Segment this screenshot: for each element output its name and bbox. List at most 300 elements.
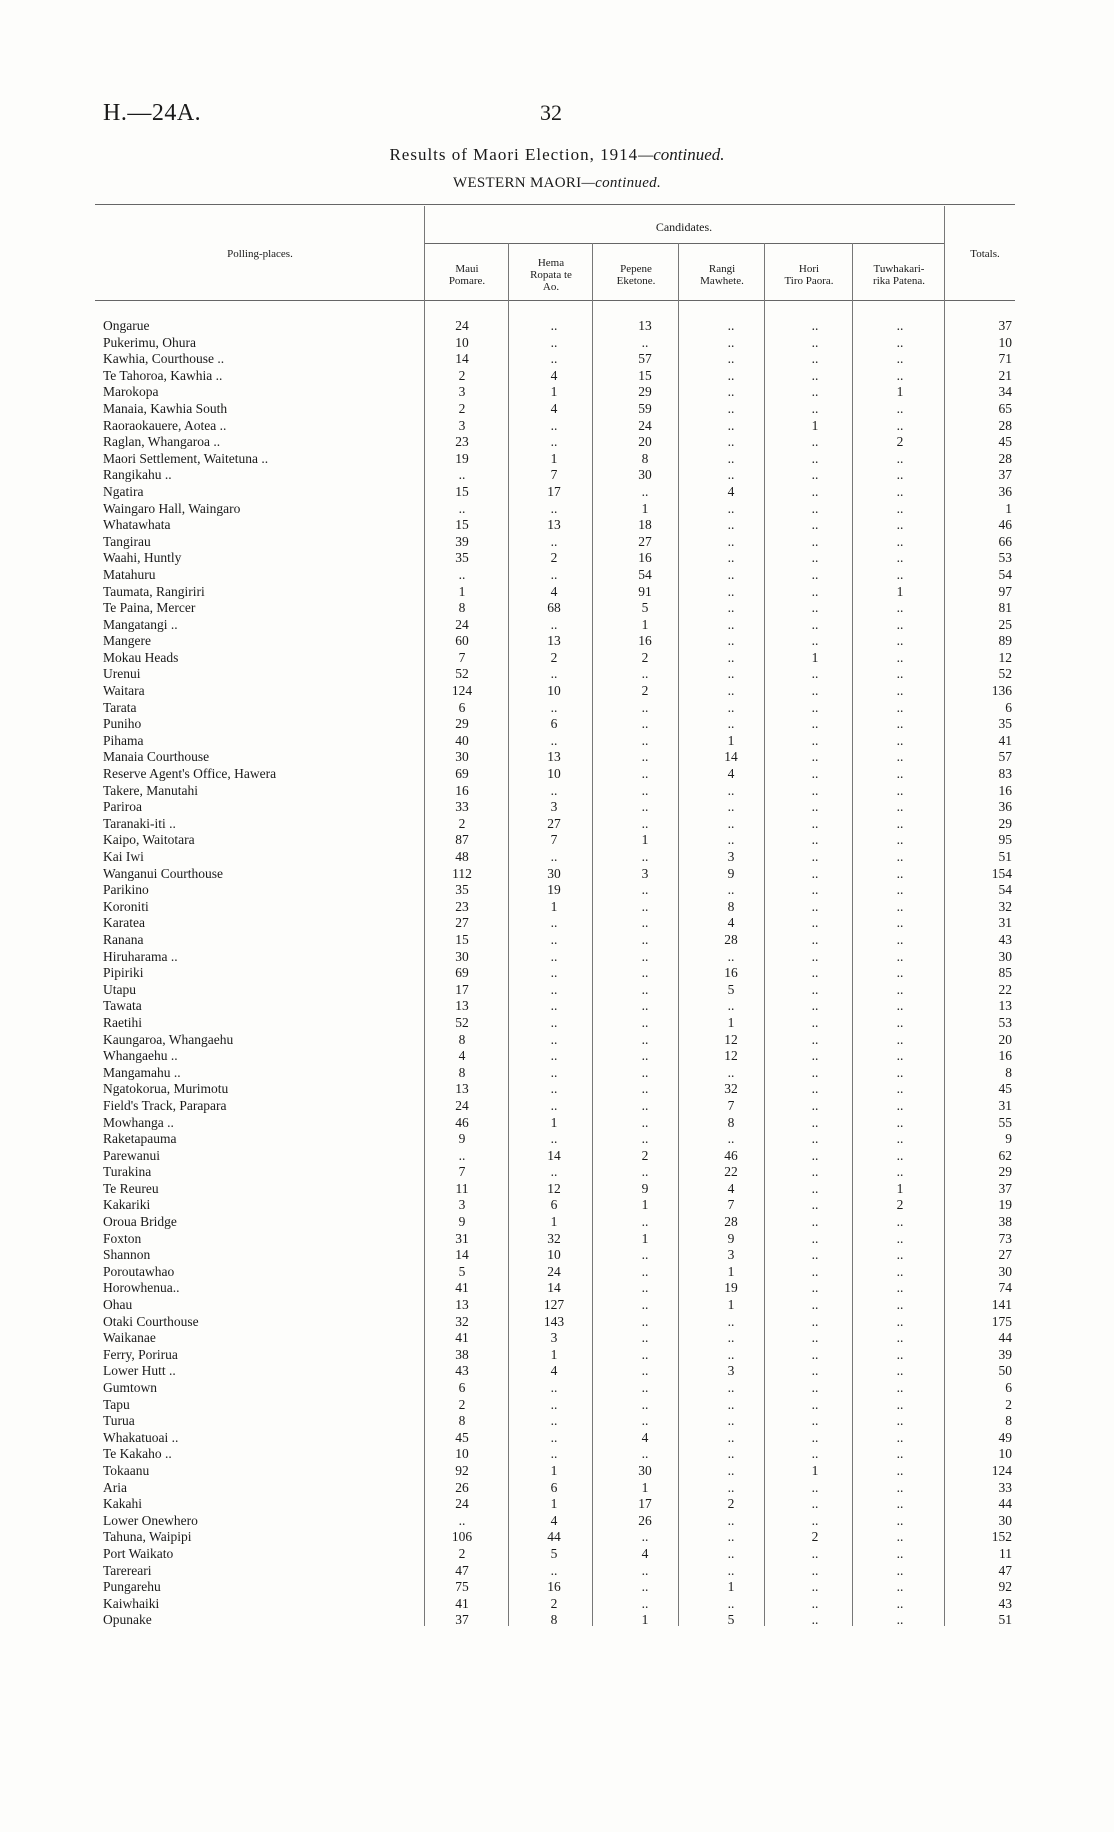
table-row — [0, 1496, 1114, 1513]
pomare-votes: 24 — [455, 1496, 469, 1512]
patena-votes: .. — [896, 1496, 904, 1512]
mawhete-votes: .. — [727, 1064, 735, 1080]
ropata-votes: 6 — [550, 1197, 558, 1213]
ropata-votes: 4 — [550, 400, 558, 416]
patena-votes: .. — [896, 898, 904, 914]
total-votes: 175 — [991, 1313, 1012, 1329]
paora-votes: .. — [811, 1413, 819, 1429]
total-votes: 16 — [998, 1048, 1012, 1064]
eketone-votes: .. — [641, 1048, 649, 1064]
mawhete-votes: 1 — [727, 1579, 735, 1595]
mawhete-votes: 9 — [727, 1230, 735, 1246]
ropata-votes: 13 — [547, 517, 561, 533]
total-votes: 37 — [998, 467, 1012, 483]
document-reference: H.—24A. — [103, 100, 202, 126]
total-votes: 89 — [998, 633, 1012, 649]
polling-place-name: Matahuru — [103, 566, 156, 582]
total-votes: 50 — [998, 1363, 1012, 1379]
ropata-votes: 1 — [550, 1346, 558, 1362]
mawhete-votes: 3 — [727, 1363, 735, 1379]
ropata-votes: 2 — [550, 550, 558, 566]
polling-place-name: Pipiriki — [103, 965, 144, 981]
paora-votes: .. — [811, 1446, 819, 1462]
total-votes: 1 — [1005, 500, 1012, 516]
table-row — [0, 783, 1114, 800]
pomare-votes: 112 — [452, 865, 472, 881]
table-row — [0, 1131, 1114, 1148]
mawhete-votes: 8 — [727, 898, 735, 914]
table-row — [0, 899, 1114, 916]
ropata-votes: .. — [550, 915, 558, 931]
ropata-votes: .. — [550, 434, 558, 450]
mawhete-votes: 28 — [724, 931, 738, 947]
patena-votes: .. — [896, 1064, 904, 1080]
pomare-votes: 40 — [455, 732, 469, 748]
ropata-votes: .. — [550, 1031, 558, 1047]
table-row — [0, 534, 1114, 551]
pomare-votes: 15 — [455, 517, 469, 533]
ropata-votes: 143 — [543, 1313, 565, 1329]
patena-votes: .. — [896, 766, 904, 782]
candidate-name-line: rika Patena. — [873, 275, 925, 287]
patena-votes: .. — [896, 1263, 904, 1279]
mawhete-votes: .. — [727, 384, 735, 400]
polling-place-name: Tarata — [103, 699, 137, 715]
pomare-votes: 17 — [455, 981, 469, 997]
ropata-votes: 7 — [550, 467, 558, 483]
total-votes: 28 — [998, 417, 1012, 433]
pomare-votes: 92 — [455, 1462, 469, 1478]
total-votes: 21 — [998, 367, 1012, 383]
ropata-votes: .. — [550, 666, 558, 682]
polling-place-name: Taranaki-iti .. — [103, 815, 176, 831]
candidate-name-line: Rangi — [708, 263, 736, 275]
mawhete-votes: .. — [727, 1313, 735, 1329]
polling-places-header: Polling-places. — [227, 248, 293, 260]
mawhete-votes: 4 — [727, 1180, 735, 1196]
polling-place-name: Otaki Courthouse — [103, 1313, 199, 1329]
paora-votes: .. — [811, 1363, 819, 1379]
total-votes: 92 — [998, 1579, 1012, 1595]
table-row — [0, 1148, 1114, 1165]
table-row — [0, 716, 1114, 733]
results-table-body — [0, 318, 1114, 1629]
ropata-votes: .. — [550, 699, 558, 715]
total-votes: 43 — [998, 931, 1012, 947]
polling-place-name: Manaia, Kawhia South — [103, 400, 228, 416]
pomare-votes: 24 — [455, 318, 469, 333]
polling-place-name: Pungarehu — [103, 1579, 161, 1595]
paora-votes: .. — [811, 716, 819, 732]
total-votes: 31 — [998, 915, 1012, 931]
patena-votes: .. — [896, 965, 904, 981]
ropata-votes: .. — [550, 566, 558, 582]
pomare-votes: 35 — [455, 550, 469, 566]
pomare-votes: .. — [458, 500, 466, 516]
pomare-votes: 3 — [458, 384, 466, 400]
ropata-votes: 24 — [547, 1263, 561, 1279]
ropata-votes: 27 — [547, 815, 561, 831]
paora-votes: .. — [811, 1380, 819, 1395]
patena-votes: .. — [896, 1097, 904, 1113]
pomare-votes: 9 — [458, 1131, 466, 1147]
paora-votes: .. — [811, 799, 819, 815]
pomare-votes: 48 — [455, 849, 469, 864]
polling-place-name: Te Paina, Mercer — [103, 600, 196, 616]
ropata-votes: 10 — [547, 1247, 561, 1263]
polling-place-name: Whangaehu .. — [103, 1048, 178, 1064]
paora-votes: .. — [811, 749, 819, 765]
patena-votes: 1 — [896, 583, 904, 599]
eketone-votes: .. — [641, 998, 649, 1014]
polling-place-name: Urenui — [103, 666, 141, 682]
paora-votes: .. — [811, 1197, 819, 1213]
polling-place-name: Gumtown — [103, 1380, 157, 1395]
eketone-votes: 2 — [641, 683, 649, 699]
ropata-votes: .. — [550, 417, 558, 433]
candidate-name-line: Tiro Paora. — [784, 275, 834, 287]
eketone-votes: .. — [641, 782, 649, 798]
table-row — [0, 451, 1114, 468]
polling-place-name: Tahuna, Waipipi — [103, 1529, 192, 1545]
pomare-votes: 52 — [455, 666, 469, 682]
pomare-votes: 15 — [455, 931, 469, 947]
pomare-votes: 8 — [458, 1031, 466, 1047]
polling-place-name: Mangatangi .. — [103, 616, 178, 632]
total-votes: 22 — [998, 981, 1012, 997]
patena-votes: .. — [896, 799, 904, 815]
pomare-votes: 2 — [458, 815, 466, 831]
table-row — [0, 418, 1114, 435]
total-votes: 10 — [998, 1446, 1012, 1462]
polling-place-name: Ranana — [103, 931, 144, 947]
eketone-votes: 8 — [641, 450, 649, 466]
total-votes: 37 — [998, 1180, 1012, 1196]
table-row — [0, 1065, 1114, 1082]
eketone-votes: 59 — [638, 400, 652, 416]
ropata-votes: 6 — [550, 1479, 558, 1495]
pomare-votes: .. — [458, 1512, 466, 1528]
total-votes: 97 — [998, 583, 1012, 599]
mawhete-votes: 1 — [727, 1014, 735, 1030]
eketone-votes: .. — [641, 716, 649, 732]
total-votes: 30 — [998, 1512, 1012, 1528]
total-votes: 51 — [998, 849, 1012, 864]
mawhete-votes: 4 — [727, 483, 735, 499]
ropata-votes: 6 — [550, 716, 558, 732]
pomare-votes: 19 — [455, 450, 469, 466]
table-row — [0, 1280, 1114, 1297]
total-votes: 152 — [991, 1529, 1012, 1545]
mawhete-votes: .. — [727, 1446, 735, 1462]
total-votes: 49 — [998, 1429, 1012, 1445]
polling-place-name: Poroutawhao — [103, 1263, 175, 1279]
total-votes: 53 — [998, 550, 1012, 566]
table-row — [0, 1347, 1114, 1364]
eketone-votes: 2 — [641, 1147, 649, 1163]
pomare-votes: 14 — [455, 351, 469, 367]
table-row — [0, 733, 1114, 750]
mawhete-votes: .. — [727, 318, 735, 333]
total-votes: 54 — [998, 882, 1012, 898]
table-row — [0, 550, 1114, 567]
table-row — [0, 600, 1114, 617]
ropata-votes: 7 — [550, 832, 558, 848]
mawhete-votes: .. — [727, 1545, 735, 1561]
total-votes: 8 — [1005, 1064, 1012, 1080]
total-votes: 85 — [998, 965, 1012, 981]
table-row — [0, 1181, 1114, 1198]
eketone-votes: 1 — [641, 616, 649, 632]
patena-votes: 2 — [896, 1197, 904, 1213]
ropata-votes: 1 — [550, 1462, 558, 1478]
mawhete-votes: .. — [727, 434, 735, 450]
candidate-name-line: Pepene — [620, 263, 652, 275]
table-row — [0, 1563, 1114, 1580]
ropata-votes: 2 — [550, 649, 558, 665]
total-votes: 25 — [998, 616, 1012, 632]
mawhete-votes: .. — [727, 832, 735, 848]
patena-votes: .. — [896, 318, 904, 333]
ropata-votes: .. — [550, 500, 558, 516]
eketone-votes: .. — [641, 1247, 649, 1263]
mawhete-votes: .. — [727, 334, 735, 350]
total-votes: 154 — [991, 865, 1012, 881]
eketone-votes: .. — [641, 1064, 649, 1080]
candidate-name-line: Maui — [455, 263, 479, 275]
total-votes: 11 — [999, 1545, 1012, 1561]
table-row — [0, 617, 1114, 634]
polling-place-name: Raoraokauere, Aotea .. — [103, 417, 227, 433]
pomare-votes: 24 — [455, 616, 469, 632]
patena-votes: .. — [896, 1462, 904, 1478]
table-row — [0, 1231, 1114, 1248]
candidate-header-mawhete — [680, 263, 764, 287]
candidate-name-line: Pomare. — [448, 275, 486, 287]
ropata-votes: .. — [550, 1562, 558, 1578]
pomare-votes: .. — [458, 467, 466, 483]
paora-votes: .. — [811, 666, 819, 682]
table-row — [0, 384, 1114, 401]
pomare-votes: 7 — [458, 1164, 466, 1180]
table-row — [0, 1446, 1114, 1463]
patena-votes: .. — [896, 699, 904, 715]
table-row — [0, 1264, 1114, 1281]
pomare-votes: 13 — [455, 1297, 469, 1313]
pomare-votes: 60 — [455, 633, 469, 649]
total-votes: 29 — [998, 1164, 1012, 1180]
total-votes: 73 — [998, 1230, 1012, 1246]
table-row — [0, 998, 1114, 1015]
mawhete-votes: .. — [727, 1396, 735, 1412]
pomare-votes: 47 — [455, 1562, 469, 1578]
polling-place-name: Tangirau — [103, 533, 151, 549]
paora-votes: .. — [811, 965, 819, 981]
patena-votes: .. — [896, 1131, 904, 1147]
ropata-votes: 4 — [550, 367, 558, 383]
paora-votes: .. — [811, 600, 819, 616]
pomare-votes: 13 — [455, 998, 469, 1014]
total-votes: 47 — [998, 1562, 1012, 1578]
patena-votes: .. — [896, 633, 904, 649]
polling-place-name: Tokaanu — [103, 1462, 150, 1478]
polling-place-name: Rangikahu .. — [103, 467, 172, 483]
patena-votes: .. — [896, 1446, 904, 1462]
polling-place-name: Reserve Agent's Office, Hawera — [103, 766, 277, 782]
eketone-votes: 27 — [638, 533, 652, 549]
pomare-votes: 37 — [455, 1612, 469, 1628]
patena-votes: .. — [896, 749, 904, 765]
candidate-name-line: Tuwhakari- — [873, 263, 925, 275]
total-votes: 55 — [998, 1114, 1012, 1130]
mawhete-votes: 2 — [727, 1496, 735, 1512]
polling-place-name: Takere, Manutahi — [103, 782, 199, 798]
mawhete-votes: .. — [727, 649, 735, 665]
eketone-votes: .. — [641, 1396, 649, 1412]
mawhete-votes: 4 — [727, 915, 735, 931]
total-votes: 124 — [991, 1462, 1012, 1478]
polling-place-name: Taumata, Rangiriri — [103, 583, 205, 599]
patena-votes: .. — [896, 882, 904, 898]
patena-votes: .. — [896, 1529, 904, 1545]
pomare-votes: 41 — [455, 1595, 469, 1611]
paora-votes: .. — [811, 849, 819, 864]
table-row — [0, 1480, 1114, 1497]
mawhete-votes: .. — [727, 517, 735, 533]
mawhete-votes: .. — [727, 1479, 735, 1495]
patena-votes: .. — [896, 533, 904, 549]
table-row — [0, 434, 1114, 451]
paora-votes: .. — [811, 815, 819, 831]
paora-votes: .. — [811, 1579, 819, 1595]
patena-votes: .. — [896, 815, 904, 831]
mawhete-votes: .. — [727, 400, 735, 416]
total-votes: 83 — [998, 766, 1012, 782]
mawhete-votes: .. — [727, 450, 735, 466]
paora-votes: .. — [811, 1031, 819, 1047]
ropata-votes: 127 — [543, 1297, 565, 1313]
polling-place-name: Turakina — [103, 1164, 152, 1180]
ropata-votes: .. — [550, 334, 558, 350]
ropata-votes: 14 — [547, 1280, 561, 1296]
total-votes: 33 — [998, 1479, 1012, 1495]
pomare-votes: 52 — [455, 1014, 469, 1030]
paora-votes: .. — [811, 1429, 819, 1445]
polling-place-name: Kawhia, Courthouse .. — [103, 351, 225, 367]
table-row — [0, 1247, 1114, 1264]
eketone-votes: .. — [641, 1081, 649, 1097]
table-row — [0, 849, 1114, 866]
candidate-header-pomare — [426, 263, 508, 287]
table-row — [0, 1048, 1114, 1065]
paora-votes: .. — [811, 1512, 819, 1528]
table-row — [0, 351, 1114, 368]
table-row — [0, 1546, 1114, 1563]
patena-votes: .. — [896, 782, 904, 798]
mawhete-votes: .. — [727, 616, 735, 632]
table-row — [0, 318, 1114, 335]
eketone-votes: .. — [641, 749, 649, 765]
patena-votes: .. — [896, 1313, 904, 1329]
table-row — [0, 749, 1114, 766]
polling-place-name: Te Reureu — [103, 1180, 159, 1196]
total-votes: 6 — [1005, 699, 1012, 715]
table-row — [0, 1413, 1114, 1430]
table-row — [0, 700, 1114, 717]
eketone-votes: 16 — [638, 633, 652, 649]
table-row — [0, 683, 1114, 700]
polling-place-name: Marokopa — [103, 384, 159, 400]
polling-place-name: Field's Track, Parapara — [103, 1097, 227, 1113]
table-row — [0, 1214, 1114, 1231]
paora-votes: .. — [811, 1180, 819, 1196]
table-row — [0, 1463, 1114, 1480]
polling-place-name: Horowhenua.. — [103, 1280, 180, 1296]
ropata-votes: 14 — [547, 1147, 561, 1163]
total-votes: 32 — [998, 898, 1012, 914]
paora-votes: .. — [811, 915, 819, 931]
paora-votes: .. — [811, 533, 819, 549]
table-row — [0, 965, 1114, 982]
pomare-votes: 6 — [458, 1380, 466, 1395]
total-votes: 44 — [998, 1496, 1012, 1512]
patena-votes: .. — [896, 683, 904, 699]
polling-place-name: Waikanae — [103, 1330, 156, 1346]
mawhete-votes: 8 — [727, 1114, 735, 1130]
eketone-votes: .. — [641, 915, 649, 931]
eketone-votes: .. — [641, 1313, 649, 1329]
eketone-votes: .. — [641, 732, 649, 748]
candidate-name-line: Ao. — [542, 281, 560, 293]
mawhete-votes: 19 — [724, 1280, 738, 1296]
mawhete-votes: .. — [727, 583, 735, 599]
mawhete-votes: .. — [727, 1529, 735, 1545]
eketone-votes: .. — [641, 1346, 649, 1362]
patena-votes: .. — [896, 1147, 904, 1163]
table-row — [0, 915, 1114, 932]
ropata-votes: .. — [550, 981, 558, 997]
ropata-votes: 1 — [550, 1114, 558, 1130]
eketone-votes: 29 — [638, 384, 652, 400]
polling-place-name: Tarereari — [103, 1562, 152, 1578]
mawhete-votes: 3 — [727, 1247, 735, 1263]
mawhete-votes: 5 — [727, 1612, 735, 1628]
polling-place-name: Foxton — [103, 1230, 142, 1246]
patena-votes: .. — [896, 600, 904, 616]
polling-place-name: Whatawhata — [103, 517, 171, 533]
patena-votes: .. — [896, 1014, 904, 1030]
paora-votes: .. — [811, 1214, 819, 1230]
total-votes: 45 — [998, 434, 1012, 450]
table-row — [0, 467, 1114, 484]
pomare-votes: 29 — [455, 716, 469, 732]
patena-votes: .. — [896, 1595, 904, 1611]
ropata-votes: 4 — [550, 1363, 558, 1379]
patena-votes: .. — [896, 649, 904, 665]
paora-votes: .. — [811, 1114, 819, 1130]
patena-votes: .. — [896, 1230, 904, 1246]
mawhete-votes: .. — [727, 633, 735, 649]
paora-votes: .. — [811, 550, 819, 566]
patena-votes: .. — [896, 931, 904, 947]
paora-votes: .. — [811, 766, 819, 782]
mawhete-votes: .. — [727, 815, 735, 831]
pomare-votes: 13 — [455, 1081, 469, 1097]
eketone-votes: 13 — [638, 318, 652, 333]
candidates-rule — [424, 243, 944, 244]
page-number: 32 — [540, 100, 562, 125]
pomare-votes: 38 — [455, 1346, 469, 1362]
